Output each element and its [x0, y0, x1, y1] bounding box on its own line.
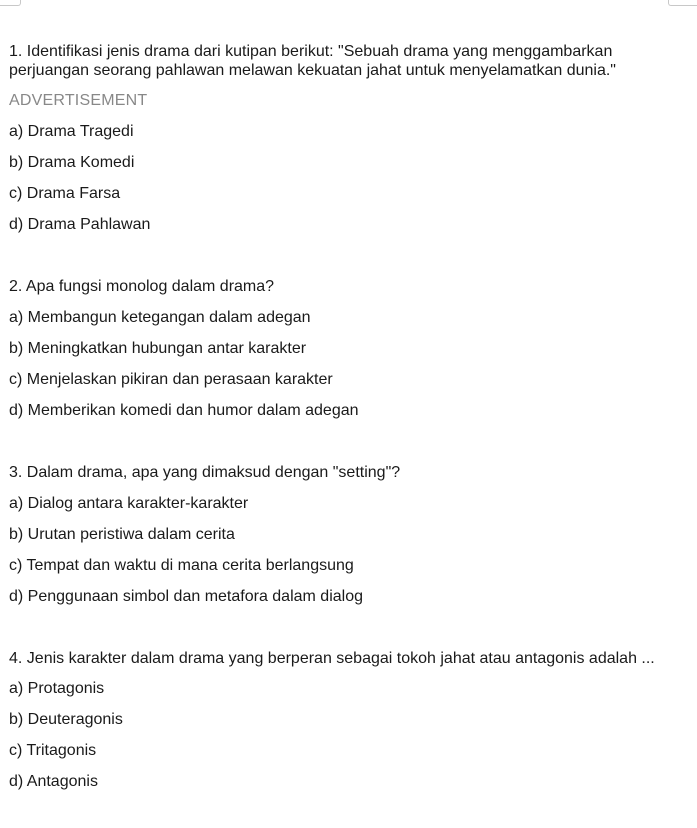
question-2	[9, 271, 689, 426]
quiz-content	[9, 42, 689, 828]
question-3-option-c[interactable]: c) Tempat dan waktu di mana cerita berlangsung	[9, 557, 354, 574]
question-4-text: 4. Jenis karakter dalam drama yang berperan sebagai tokoh jahat atau antagonis adalah ...	[9, 650, 655, 667]
question-2-text: 2. Apa fungsi monolog dalam drama?	[9, 278, 275, 295]
question-2-option-b[interactable]: b) Meningkatkan hubungan antar karakter	[9, 340, 307, 357]
top-left-edge	[0, 0, 21, 6]
question-1-option-c[interactable]: c) Drama Farsa	[9, 185, 121, 202]
question-3	[9, 457, 689, 612]
advertisement-label: ADVERTISEMENT	[9, 92, 148, 109]
question-2-option-c[interactable]: c) Menjelaskan pikiran dan perasaan karakter	[9, 371, 333, 388]
question-3-option-d[interactable]: d) Penggunaan simbol dan metafora dalam dialog	[9, 588, 364, 605]
question-2-option-a[interactable]: a) Membangun ketegangan dalam adegan	[9, 309, 311, 326]
question-2-option-d[interactable]: d) Memberikan komedi dan humor dalam adegan	[9, 402, 359, 419]
top-right-edge	[668, 0, 697, 6]
question-4-option-a[interactable]: a) Protagonis	[9, 680, 105, 697]
question-1-option-d[interactable]: d) Drama Pahlawan	[9, 216, 151, 233]
question-1	[9, 42, 689, 240]
question-3-option-a[interactable]: a) Dialog antara karakter-karakter	[9, 495, 249, 512]
question-4-option-c[interactable]: c) Tritagonis	[9, 742, 97, 759]
question-4-option-b[interactable]: b) Deuteragonis	[9, 711, 123, 728]
question-1-option-a[interactable]: a) Drama Tragedi	[9, 123, 134, 140]
question-3-text: 3. Dalam drama, apa yang dimaksud dengan "setting"?	[9, 464, 401, 481]
question-3-option-b[interactable]: b) Urutan peristiwa dalam cerita	[9, 526, 235, 543]
question-4-option-d[interactable]: d) Antagonis	[9, 773, 98, 790]
question-4	[9, 643, 689, 797]
question-1-text: 1. Identifikasi jenis drama dari kutipan berikut: "Sebuah drama yang menggambarkan perjuangan seorang pahlawan melawan kekuatan jahat untuk menyelamatkan dunia."	[9, 43, 616, 79]
question-1-option-b[interactable]: b) Drama Komedi	[9, 154, 135, 171]
